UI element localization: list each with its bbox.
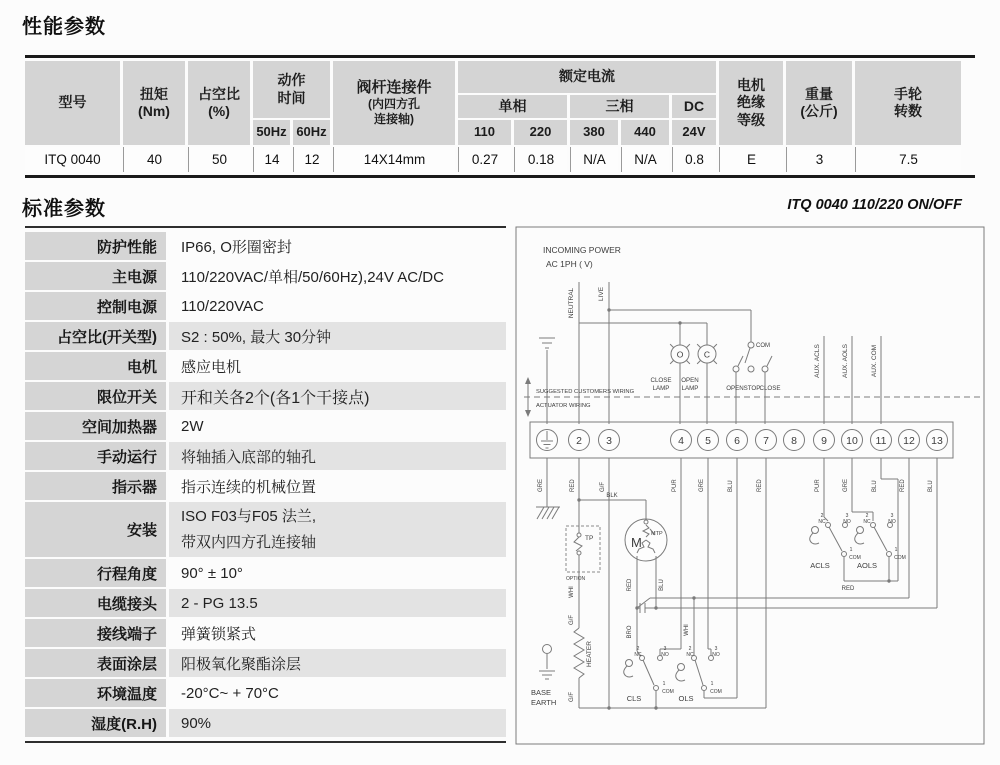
header-label: 手轮	[894, 85, 922, 102]
wire-label: G/F	[600, 482, 606, 492]
aux-com-label: AUX. COM	[871, 344, 878, 378]
terminal-number: 3	[606, 435, 612, 447]
open-lamp-label: LAMP	[681, 385, 699, 392]
sw-label: COM	[710, 689, 722, 695]
row-label: 限位开关	[25, 382, 166, 410]
table-row	[25, 322, 506, 350]
insulation-header	[719, 61, 783, 145]
header-label: 转数	[894, 103, 922, 119]
heater-resistor	[574, 628, 584, 678]
row-label: 电缆接头	[25, 589, 166, 617]
terminal-number: 10	[846, 435, 858, 447]
standard-section-title: 标准参数	[22, 198, 106, 220]
header-label: 60Hz	[296, 124, 327, 140]
row-label: 空间加热器	[25, 412, 166, 440]
row-value: ISO F03与F05 法兰,	[181, 508, 317, 525]
sw-label: 2	[820, 513, 824, 519]
cell-model: ITQ 0040	[25, 147, 120, 172]
row-label: 控制电源	[25, 292, 166, 320]
header-label: 时间	[277, 89, 306, 106]
cell-i380: N/A	[570, 147, 618, 172]
terminal-number: 12	[903, 435, 915, 447]
header-label: 220	[529, 124, 552, 140]
cell-handwheel: 7.5	[855, 147, 961, 172]
row-value: 110/220VAC	[181, 297, 264, 315]
header-label: 等级	[737, 111, 765, 128]
row-label: 电机	[25, 352, 166, 380]
mtp-label: MTP	[651, 531, 663, 537]
wire-label: GRE	[538, 478, 544, 492]
header-label: 50Hz	[256, 124, 287, 140]
cell-i440: N/A	[621, 147, 669, 172]
row-label: 安装	[25, 502, 166, 557]
col-50hz-header	[253, 120, 290, 145]
handwheel-header	[855, 61, 961, 145]
sw-label: 1	[894, 547, 898, 553]
table-row	[25, 589, 506, 617]
bro-wire-label: BRO	[627, 625, 633, 639]
sw-label: NO	[888, 519, 896, 525]
chassis-ground-icon	[536, 507, 560, 519]
header-label: 额定电流	[559, 68, 615, 85]
cell-torque: 40	[123, 147, 185, 172]
terminal-number: 4	[678, 435, 684, 447]
table-row	[25, 679, 506, 707]
terminal-number: 7	[763, 435, 769, 447]
row-value: 110/220VAC/单相/50/60Hz),24V AC/DC	[181, 268, 444, 286]
header-label: 单相	[498, 97, 527, 114]
cell-duty: 50	[188, 147, 250, 172]
cell-i24: 0.8	[672, 147, 716, 172]
wiring-diagram	[513, 218, 988, 748]
close-lamp-icon	[670, 323, 690, 424]
cell-stem: 14X14mm	[333, 147, 455, 172]
header-label: 24V	[682, 124, 706, 140]
sw-label: NC	[818, 519, 826, 525]
gf-wire-label: G/F	[569, 692, 575, 702]
blk-wire-label: BLK	[606, 493, 618, 499]
wiring-diagram-title: ITQ 0040 110/220 ON/OFF	[787, 197, 962, 213]
sw-label: COM	[662, 689, 674, 695]
row-label: 指示器	[25, 472, 166, 500]
sw-label: NO	[661, 652, 669, 658]
col-60hz-header	[293, 120, 330, 145]
sw-label: COM	[894, 555, 906, 561]
sw-label: 2	[688, 646, 692, 652]
row-value: IP66, O形圈密封	[181, 238, 292, 256]
row-value: 带双内四方孔连接轴	[181, 533, 317, 551]
actuator-wiring-label: ACTUATOR WIRING	[536, 403, 591, 409]
neutral-label: NEUTRAL	[568, 287, 575, 319]
acls-label: ACLS	[810, 561, 830, 570]
header-label: 110	[474, 124, 495, 140]
three-phase-header	[570, 95, 669, 118]
table-row	[25, 649, 506, 677]
header-label: 扭矩	[140, 85, 168, 102]
row-label: 表面涂层	[25, 649, 166, 677]
terminal-number: 9	[821, 435, 827, 447]
wire-label: GRE	[699, 478, 705, 492]
table-row	[25, 472, 506, 500]
red-wire-label: RED	[627, 578, 633, 592]
table-row	[25, 382, 506, 410]
table-row	[25, 412, 506, 440]
v110-header	[458, 120, 511, 145]
col-stem-header	[333, 61, 455, 145]
header-label: 占空比	[198, 85, 240, 102]
blu-wire-label: BLU	[659, 579, 665, 591]
wire-label: BLU	[928, 480, 934, 492]
row-label: 手动运行	[25, 442, 166, 470]
base-earth-label: BASE	[531, 688, 552, 697]
col-torque-header	[123, 61, 185, 145]
open-lamp-icon	[697, 323, 717, 424]
sw-label: NC	[686, 652, 694, 658]
header-label: 440	[634, 124, 656, 140]
performance-section-title: 性能参数	[22, 16, 106, 38]
row-label: 防护性能	[25, 232, 166, 260]
incoming-power-label: AC 1PH ( V)	[546, 259, 593, 269]
aux-acls-label: AUX. ACLS	[814, 344, 821, 378]
wire-label: RED	[900, 479, 906, 492]
row-label: 环境温度	[25, 679, 166, 707]
base-earth-label: EARTH	[531, 698, 557, 707]
row-value: 弹簧锁紧式	[181, 625, 257, 643]
row-label: 行程角度	[25, 559, 166, 587]
header-label: 电机	[737, 76, 765, 93]
cls-label: CLS	[626, 694, 642, 703]
aux-aols-label: AUX. AOLS	[842, 344, 849, 378]
incoming-power-label: INCOMING POWER	[543, 245, 621, 255]
header-label: (%)	[208, 103, 230, 119]
terminal-number: 2	[576, 435, 582, 447]
row-label: 接线端子	[25, 619, 166, 647]
sw-label: 3	[714, 646, 718, 652]
terminal-number: 11	[875, 435, 887, 447]
table-row	[25, 352, 506, 380]
sw-label: NO	[712, 652, 720, 658]
v220-header	[514, 120, 567, 145]
wire-label: RED	[757, 479, 763, 492]
table-row	[25, 559, 506, 587]
header-label: 阀杆连接件	[356, 78, 432, 96]
col-time-header	[253, 61, 330, 118]
cell-i220: 0.18	[514, 147, 567, 172]
sw-label: NC	[634, 652, 642, 658]
row-value: 开和关各2个(各1个干接点)	[181, 389, 370, 407]
sw-label: NC	[863, 519, 871, 525]
row-value: 90° ± 10°	[181, 564, 243, 582]
stop-button-label: STOP	[743, 385, 761, 392]
com-label: COM	[756, 343, 770, 349]
sw-label: COM	[849, 555, 861, 561]
row-value: S2 : 50%, 最大 30分钟	[181, 328, 332, 346]
cell-i110: 0.27	[458, 147, 511, 172]
lamp-c-label: C	[703, 349, 711, 360]
heater-label: HEATER	[586, 641, 593, 667]
wire-label: BLU	[728, 480, 734, 492]
aols-label: AOLS	[856, 561, 878, 570]
header-label: 三相	[605, 97, 634, 114]
wire-label: PUR	[815, 479, 821, 492]
motor-label: M	[631, 535, 642, 550]
sw-label: 1	[849, 547, 853, 553]
sw-label: 2	[865, 513, 869, 519]
standard-parameters-table	[25, 226, 506, 743]
wire-label: BLU	[872, 480, 878, 492]
row-value: 2 - PG 13.5	[181, 594, 258, 612]
base-earth-icon	[539, 645, 555, 680]
header-label: (内四方孔	[368, 97, 420, 112]
terminal-number: 5	[705, 435, 711, 447]
single-phase-header	[458, 95, 567, 118]
row-value: 90%	[181, 714, 212, 732]
ols-label: OLS	[678, 694, 694, 703]
header-label: 动作	[277, 72, 306, 88]
whi-wire-label: WHI	[684, 624, 690, 636]
terminal-number: 6	[734, 435, 740, 447]
close-button-label: CLOSE	[759, 385, 781, 392]
row-label: 占空比(开关型)	[25, 322, 166, 350]
header-label: 连接轴)	[374, 112, 414, 127]
cell-t60: 12	[293, 147, 330, 172]
v440-header	[621, 120, 669, 145]
table-row	[25, 709, 506, 737]
close-lamp-label: LAMP	[652, 385, 670, 392]
col-duty-header	[188, 61, 250, 145]
cell-weight: 3	[786, 147, 852, 172]
performance-table	[25, 55, 975, 178]
close-lamp-label: CLOSE	[650, 377, 672, 384]
sw-label: 3	[845, 513, 849, 519]
ols-limit-switch	[676, 649, 737, 698]
pushbuttons	[733, 310, 772, 424]
open-lamp-label: OPEN	[681, 377, 699, 384]
gf-wire-label: G/F	[569, 615, 575, 625]
wire-label: GRE	[843, 478, 849, 492]
header-label: 型号	[58, 94, 87, 111]
sw-label: 1	[662, 681, 666, 687]
header-label: (公斤)	[800, 103, 838, 119]
sw-label: 3	[663, 646, 667, 652]
row-value: 阳极氧化聚酯涂层	[181, 655, 302, 673]
lamp-o-label: O	[676, 349, 684, 360]
terminal-number: 13	[931, 435, 943, 447]
row-value: -20°C~ + 70°C	[181, 684, 279, 702]
whi-wire-label: WHI	[569, 586, 575, 598]
row-value: 感应电机	[181, 358, 242, 376]
option-label: OPTION	[566, 576, 586, 582]
earth-symbol	[539, 338, 555, 424]
open-button-label: OPEN	[726, 385, 744, 392]
sw-label: NO	[843, 519, 851, 525]
table-row	[25, 262, 506, 290]
dc-header	[672, 95, 716, 118]
header-label: 380	[583, 124, 605, 140]
table-row	[25, 232, 506, 260]
sw-label: 1	[710, 681, 714, 687]
table-row	[25, 502, 506, 557]
wire-label: PUR	[672, 479, 678, 492]
cell-insulation: E	[719, 147, 783, 172]
wire-label: RED	[570, 479, 576, 492]
tp-label: TP	[585, 535, 594, 542]
sw-label: 3	[890, 513, 894, 519]
row-label: 主电源	[25, 262, 166, 290]
row-label: 湿度(R.H)	[25, 709, 166, 737]
col-model-header	[25, 61, 120, 145]
terminal-number: 8	[791, 435, 797, 447]
v380-header	[570, 120, 618, 145]
header-label: (Nm)	[138, 103, 170, 119]
sw-label: 2	[636, 646, 640, 652]
header-label: 绝缘	[737, 94, 765, 111]
rated-current-header	[458, 61, 716, 93]
suggested-wiring-label: SUGGESTED CUSTOMERS WIRING	[536, 389, 635, 395]
header-label: 重量	[805, 85, 833, 102]
cell-t50: 14	[253, 147, 290, 172]
v24-header	[672, 120, 716, 145]
live-label: LIVE	[598, 286, 605, 302]
header-label: DC	[683, 97, 705, 114]
row-value: 2W	[181, 417, 204, 435]
row-value: 将轴插入底部的轴孔	[181, 448, 317, 466]
table-row	[25, 442, 506, 470]
row-value: 指示连续的机械位置	[181, 478, 317, 496]
red-wire-label: RED	[841, 586, 855, 592]
table-row	[25, 619, 506, 647]
table-row	[25, 292, 506, 320]
thermal-protector	[566, 526, 600, 572]
weight-header	[786, 61, 852, 145]
